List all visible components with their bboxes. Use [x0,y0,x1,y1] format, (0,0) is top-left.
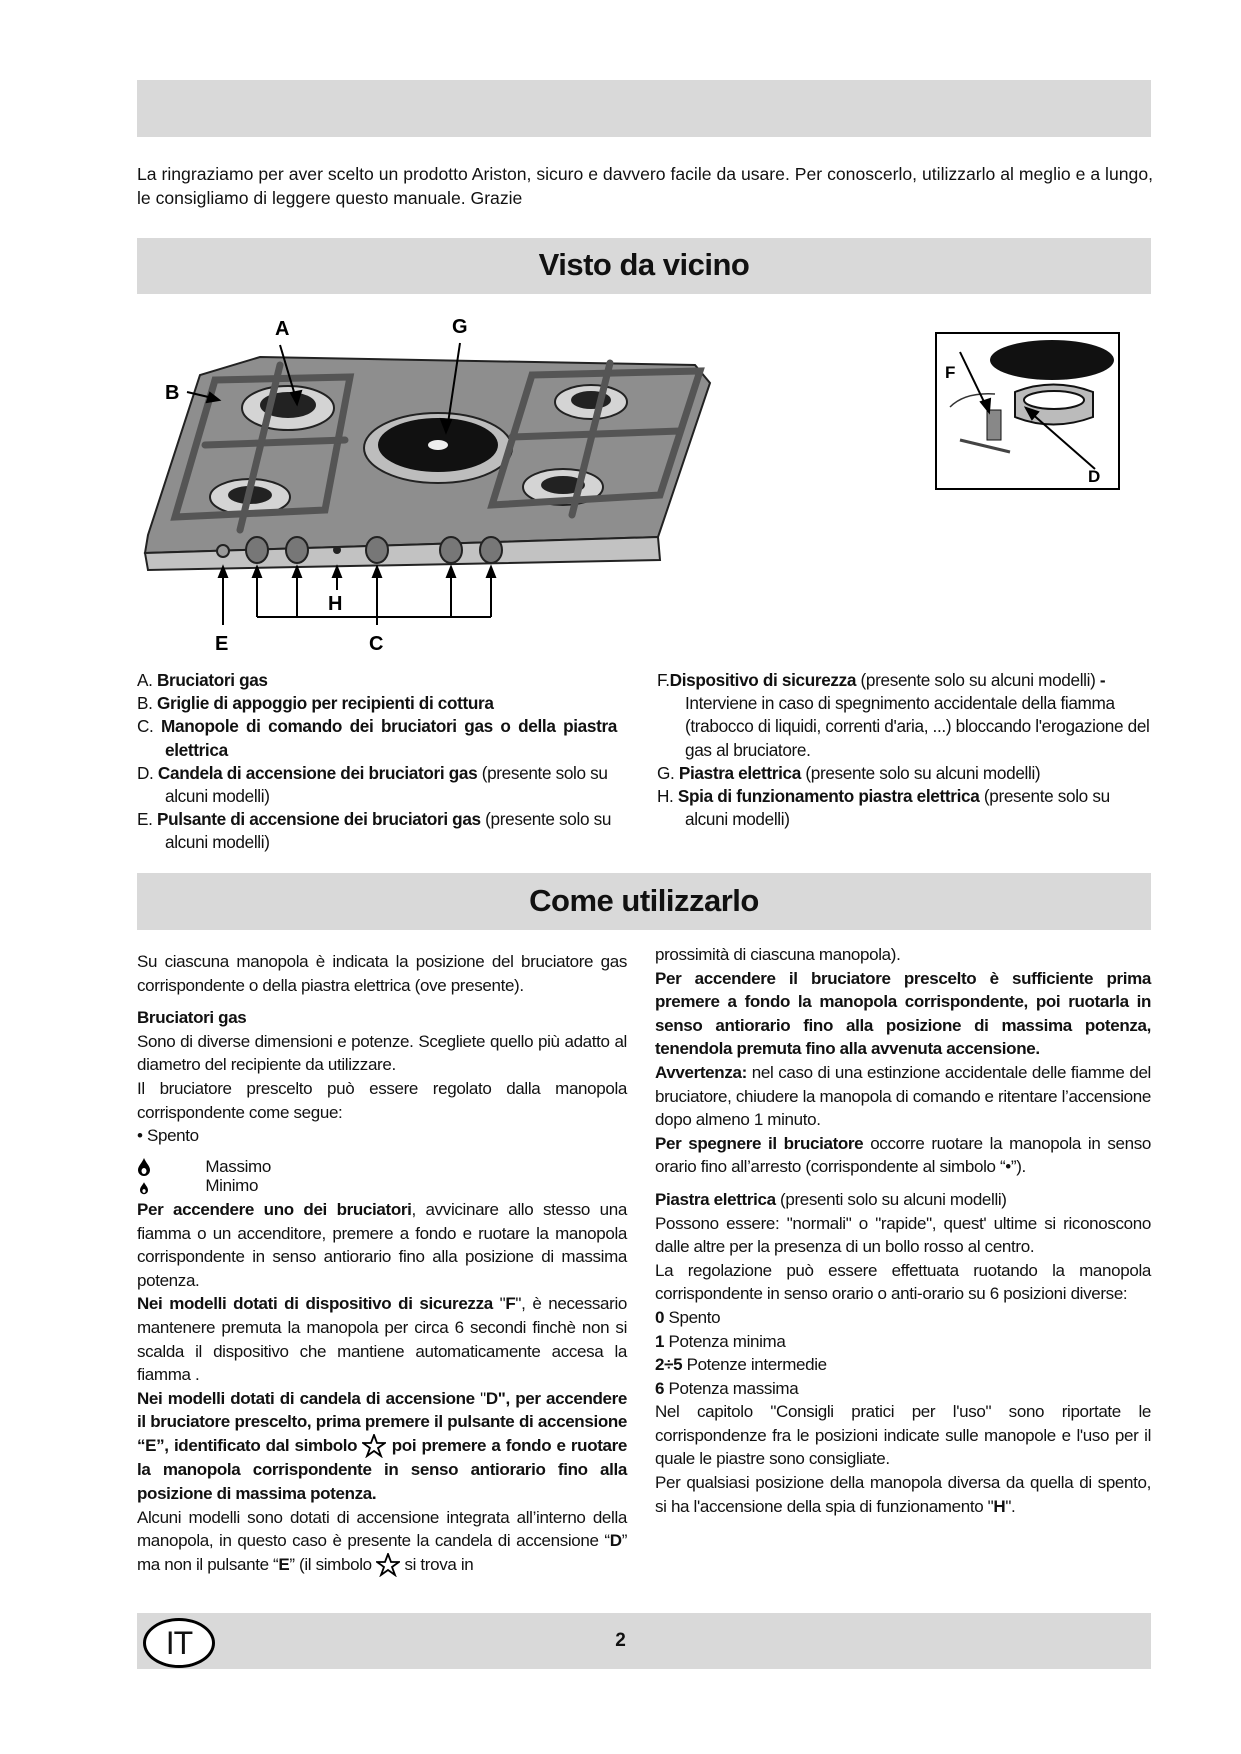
label-E: E [215,633,229,655]
position-2-5: 2÷5 Potenze intermedie [655,1355,827,1375]
label-B: B [165,382,180,404]
plate-types-text: Possono essere: "normali" o "rapide", quest' ultime si riconoscono dalle altre per la presenza di un bollo rosso al centro. [655,1213,1151,1257]
turn-off-text: Per spegnere il bruciatore occorre ruotare la manopola in senso orario fino all’arresto (corrispondente al simbolo “•”). [655,1133,1151,1177]
position-max: Massimo [137,1155,627,1179]
spark-icon-2 [376,1553,400,1577]
legend-item-A: A. Bruciatori gas [137,670,268,690]
gas-burners-text: Sono di diverse dimensioni e potenze. Scegliete quello più adatto al diametro del recipiente da utilizzare. [137,1031,627,1075]
position-1: 1 Potenza minima [655,1331,786,1351]
electric-plate-heading: Piastra elettrica (presenti solo su alcuni modelli) [655,1189,1007,1209]
legend-right [657,669,1153,831]
language-badge: IT [143,1618,215,1668]
position-off: • Spento [137,1126,199,1146]
legend-item-B: B. Griglie di appoggio per recipienti di cottura [137,693,494,714]
position-min: Minimo [137,1174,627,1198]
ignite-selected-text: Per accendere il bruciatore prescelto è sufficiente prima premere a fondo la manopola corrispondente, poi ruotarla in senso antiorario fino alla posizione di massima potenza, tenendola premuta fino alla avvenuta accensione. [655,968,1151,1059]
legend-item-C: C. Manopole di comando dei bruciatori gas o della piastra elettrica [137,716,617,760]
section-title-overview: Visto da vicino [538,247,750,282]
intro-text: La ringraziamo per aver scelto un prodotto Ariston, sicuro e davvero facile da usare. Per conoscerlo, utilizzarlo al meglio e a lungo, le consigliamo di leggere questo manuale. Grazie [137,164,1153,208]
indicator-light-text: Per qualsiasi posizione della manopola diversa da quella di spento, si ha l'accensione della spia di funzionamento "H". [655,1473,1151,1516]
knob-indication-text: Su ciascuna manopola è indicata la posizione del bruciatore gas corrispondente o della piastra elettrica (ove presente). [137,952,627,995]
usage-left-column [137,950,627,1577]
practical-tips-text: Nel capitolo "Consigli pratici per l'uso" sono riportate le corrispondenze fra le posizioni indicate sulle manopole e l'uso per il quale le piastre sono consigliate. [655,1402,1151,1469]
legend-item-E: E. Pulsante di accensione dei bruciatori gas (presente solo su alcuni modelli) [137,809,612,853]
legend-item-H: H. Spia di funzionamento piastra elettrica (presente solo su alcuni modelli) [657,786,1110,830]
position-6: 6 Potenza massima [655,1378,799,1398]
label-C: C [369,633,384,655]
integrated-ignition-text: Alcuni modelli sono dotati di accensione integrata all’interno della manopola, in questo caso è presente la candela di accensione “D” ma non il pulsante “E” (il simbolo si trova in [137,1506,627,1578]
flame-small-icon [137,1179,151,1195]
gas-burners-heading: Bruciatori gas [137,1008,247,1028]
spark-icon [362,1434,386,1458]
hob-diagram [140,305,740,665]
label-A: A [275,318,290,340]
header-bar [137,80,1151,137]
label-G: G [452,316,468,338]
label-D: D [1088,467,1101,486]
knob-proximity-text: prossimità di ciascuna manopola). [655,945,901,964]
label-F: F [945,363,956,382]
section-title-usage: Come utilizzarlo [529,883,759,918]
legend-item-F: F.Dispositivo di sicurezza (presente solo su alcuni modelli) - Interviene in caso di spegnimento accidentale della fiamma (trabocco di liquidi, correnti d'aria, ...) bloccando l'erogazione del gas al bruciatore. [657,670,1150,760]
position-0: 0 Spento [655,1307,721,1327]
burner-detail-diagram [935,332,1120,490]
regulation-text: Il bruciatore prescelto può essere regolato dalla manopola corrispondente come segue: [137,1078,627,1122]
legend-item-G: G. Piastra elettrica (presente solo su alcuni modelli) [657,762,1041,783]
safety-device-text: Nei modelli dotati di dispositivo di sicurezza "F", è necessario mantenere premuta la manopola per circa 6 secondi finchè non si scalda il dispositivo che mantiene automaticamente accesa la fiamma . [137,1294,627,1385]
ignite-burner-text: Per accendere uno dei bruciatori, avvicinare allo stesso una fiamma o un accenditore, premere a fondo e ruotare la manopola corrispondente in senso antiorario fino alla posizione di massima potenza. [137,1199,627,1290]
plate-regulation-text: La regolazione può essere effettuata ruotando la manopola corrispondente in senso orario o anti-orario su 6 posizioni diverse: [655,1260,1151,1304]
burner-cap [990,340,1114,380]
usage-right-column [655,943,1151,1518]
page-number: 2 [615,1630,626,1651]
label-H: H [328,593,343,615]
legend-item-D: D. Candela di accensione dei bruciatori gas (presente solo su alcuni modelli) [137,762,608,807]
legend-left [137,669,617,855]
ignition-plug-text: Nei modelli dotati di candela di accensione "D", per accendere il bruciatore prescelto, prima premere il pulsante di accensione “E”, identificato dal simbolo poi premere a fondo e ruotare la manopola corrispondente in senso antiorario fino alla posizione di massima potenza. [137,1388,628,1503]
warning-text: Avvertenza: nel caso di una estinzione accidentale delle fiamme del bruciatore, chiudere la manopola di comando e ritentare l’accensione dopo almeno 1 minuto. [655,1062,1151,1130]
